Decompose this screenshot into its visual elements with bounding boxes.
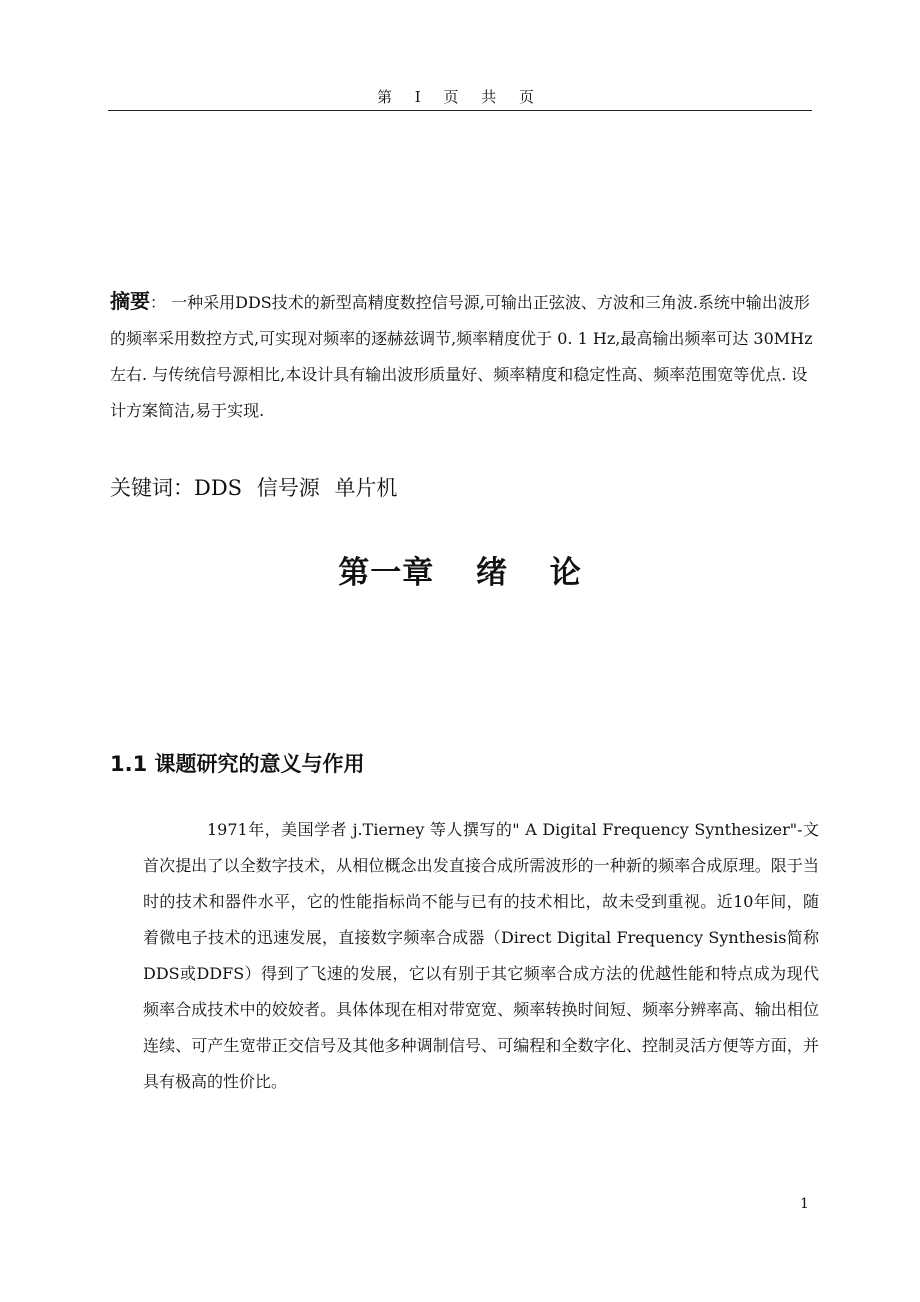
keywords [110, 470, 815, 506]
keywords-label: 关键词： [110, 476, 194, 500]
header-rule [108, 110, 812, 111]
keyword-item: DDS [194, 476, 243, 500]
chapter-title: 第一章 绪 论 [338, 555, 582, 591]
abstract [110, 283, 815, 429]
abstract-label: 摘要 [110, 289, 150, 313]
keyword-item: 单片机 [334, 476, 398, 500]
abstract-text: 一种采用DDS技术的新型高精度数控信号源,可输出正弦波、方波和三角波.系统中输出波形的频率采用数控方式,可实现对频率的逐赫兹调节,频率精度优于 0. 1 Hz,最高输出频率可达 30MHz 左右. 与传统信号源相比,本设计具有输出波形质量好、频率精度和稳定性高、频率范围宽等优点. 设计方案简洁,易于实现. [110, 293, 813, 420]
keyword-item: 信号源 [256, 476, 320, 500]
page-header: 第 I 页 共 页 [377, 88, 543, 106]
abstract-separator: ： [150, 293, 167, 312]
page-number: 1 [800, 1196, 809, 1212]
body-paragraph: 1971年，美国学者 j.Tierney 等人撰写的" A Digital Frequency Synthesizer"-文首次提出了以全数字技术，从相位概念出发直接合成所需波形的一种新的频率合成原理。限于当时的技术和器件水平，它的性能指标尚不能与已有的技术相比，故未受到重视。近10年间，随着微电子技术的迅速发展，直接数字频率合成器（Direct Digital Frequency Synthesis简称DDS或DDFS）得到了飞速的发展，它以有别于其它频率合成方法的优越性能和特点成为现代频率合成技术中的姣姣者。具体体现在相对带宽宽、频率转换时间短、频率分辨率高、输出相位连续、可产生宽带正交信号及其他多种调制信号、可编程和全数字化、控制灵活方便等方面，并具有极高的性价比。 [143, 820, 819, 1091]
section-title: 1.1 课题研究的意义与作用 [110, 752, 365, 776]
